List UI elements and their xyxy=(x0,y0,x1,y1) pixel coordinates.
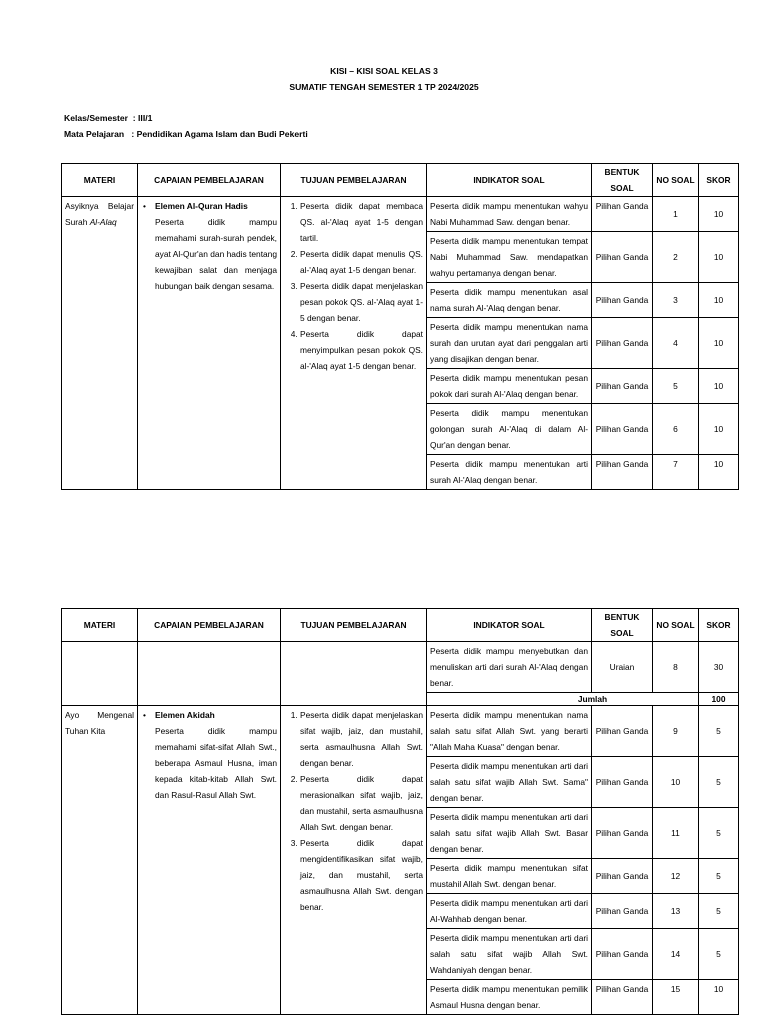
indikator-cell: Peserta didik mampu menentukan pemilik Asmaul Husna dengan benar. xyxy=(427,980,592,1015)
indikator-cell: Peserta didik mampu menentukan arti dari salah satu sifat wajib Allah Swt. Sama" dengan benar. xyxy=(427,757,592,808)
skor-cell: 10 xyxy=(699,232,739,283)
bentuk-cell: Pilihan Ganda xyxy=(592,929,653,980)
materi-italic: Al-Alaq xyxy=(89,217,117,227)
bentuk-cell: Pilihan Ganda xyxy=(592,808,653,859)
indikator-cell: Peserta didik mampu menentukan arti dari salah satu sifat wajib Allah Swt. Wahdaniyah dengan benar. xyxy=(427,929,592,980)
bentuk-cell: Pilihan Ganda xyxy=(592,318,653,369)
bentuk-cell: Pilihan Ganda xyxy=(592,283,653,318)
indikator-cell: Peserta didik mampu menentukan nama surah dan urutan ayat dari penggalan arti yang disajikan dengan benar. xyxy=(427,318,592,369)
jumlah-label: Jumlah xyxy=(427,693,699,706)
doc-title-line2: SUMATIF TENGAH SEMESTER 1 TP 2024/2025 xyxy=(289,82,479,92)
indikator-cell: Peserta didik mampu menentukan sifat mustahil Allah Swt. dengan benar. xyxy=(427,859,592,894)
no-soal-cell: 9 xyxy=(653,706,699,757)
no-soal-cell: 8 xyxy=(653,642,699,693)
col-header-materi: MATERI xyxy=(62,164,138,197)
no-soal-cell: 2 xyxy=(653,232,699,283)
skor-cell: 10 xyxy=(699,197,739,232)
indikator-cell: Peserta didik mampu menentukan arti dari salah satu sifat wajib Allah Swt. Basar dengan benar. xyxy=(427,808,592,859)
skor-cell: 30 xyxy=(699,642,739,693)
tujuan-item: 1. Peserta didik dapat membaca QS. al-'Alaq ayat 1-5 dengan tartil. xyxy=(300,198,423,246)
capaian-text: Peserta didik mampu memahami surah-surah pendek, ayat Al-Qur'an dan hadis tentang kewajiban salat dan menjaga hubungan baik dengan sesama. xyxy=(155,217,277,291)
bentuk-cell: Pilihan Ganda xyxy=(592,757,653,808)
no-soal-cell: 10 xyxy=(653,757,699,808)
bentuk-cell: Pilihan Ganda xyxy=(592,369,653,404)
kelas-semester-label: Kelas/Semester : III/1 xyxy=(64,113,153,123)
no-soal-cell: 6 xyxy=(653,404,699,455)
no-soal-cell: 3 xyxy=(653,283,699,318)
table-row xyxy=(62,706,739,757)
col-header-materi: MATERI xyxy=(62,609,138,642)
bentuk-cell: Pilihan Ganda xyxy=(592,706,653,757)
capaian-cell-empty xyxy=(138,642,281,706)
col-header-capaian: CAPAIAN PEMBELAJARAN xyxy=(138,609,281,642)
bentuk-cell: Pilihan Ganda xyxy=(592,197,653,232)
bentuk-cell: Pilihan Ganda xyxy=(592,455,653,490)
tujuan-item: 2. Peserta didik dapat merasionalkan sifat wajib, jaiz, dan mustahil, serta asmaulhusna Allah Swt. dengan benar. xyxy=(300,771,423,835)
no-soal-cell: 1 xyxy=(653,197,699,232)
tujuan-cell xyxy=(281,706,427,1015)
skor-cell: 10 xyxy=(699,369,739,404)
tujuan-item: 2. Peserta didik dapat menulis QS. al-'Alaq ayat 1-5 dengan benar. xyxy=(300,246,423,278)
col-header-capaian: CAPAIAN PEMBELAJARAN xyxy=(138,164,281,197)
col-header-bentuk: BENTUK SOAL xyxy=(592,609,653,642)
table-header-row xyxy=(62,164,739,197)
col-header-skor: SKOR xyxy=(699,164,739,197)
bentuk-cell: Pilihan Ganda xyxy=(592,404,653,455)
skor-cell: 5 xyxy=(699,929,739,980)
col-header-tujuan: TUJUAN PEMBELAJARAN xyxy=(281,164,427,197)
skor-cell: 5 xyxy=(699,757,739,808)
indikator-cell: Peserta didik mampu menyebutkan dan menuliskan arti dari surah Al-'Alaq dengan benar. xyxy=(427,642,592,693)
tujuan-item: 4. Peserta didik dapat menyimpulkan pesan pokok QS. al-'Alaq ayat 1-5 dengan benar. xyxy=(300,326,423,374)
col-header-no: NO SOAL xyxy=(653,164,699,197)
tujuan-item: 1. Peserta didik dapat menjelaskan sifat wajib, jaiz, dan mustahil, serta asmaulhusna Allah Swt. dengan benar. xyxy=(300,707,423,771)
tujuan-item: 3. Peserta didik dapat mengidentifikasikan sifat wajib, jaiz, dan mustahil, serta asmaulhusna Allah Swt. dengan benar. xyxy=(300,835,423,915)
table-header-row xyxy=(62,609,739,642)
skor-cell: 10 xyxy=(699,318,739,369)
table-row xyxy=(62,197,739,232)
no-soal-cell: 7 xyxy=(653,455,699,490)
skor-cell: 10 xyxy=(699,980,739,1015)
indikator-cell: Peserta didik mampu menentukan arti dari Al-Wahhab dengan benar. xyxy=(427,894,592,929)
tujuan-cell xyxy=(281,197,427,490)
col-header-no: NO SOAL xyxy=(653,609,699,642)
materi-cell-empty xyxy=(62,642,138,706)
col-header-indikator: INDIKATOR SOAL xyxy=(427,164,592,197)
bentuk-cell: Pilihan Ganda xyxy=(592,232,653,283)
bentuk-cell: Pilihan Ganda xyxy=(592,894,653,929)
capaian-title: Elemen Al-Quran Hadis xyxy=(155,201,248,211)
skor-cell: 10 xyxy=(699,455,739,490)
col-header-indikator: INDIKATOR SOAL xyxy=(427,609,592,642)
capaian-cell xyxy=(138,197,281,490)
bentuk-cell: Pilihan Ganda xyxy=(592,980,653,1015)
tujuan-item: 3. Peserta didik dapat menjelaskan pesan pokok QS. al-'Alaq ayat 1-5 dengan benar. xyxy=(300,278,423,326)
col-header-skor: SKOR xyxy=(699,609,739,642)
no-soal-cell: 15 xyxy=(653,980,699,1015)
indikator-cell: Peserta didik mampu menentukan pesan pokok dari surah Al-'Alaq dengan benar. xyxy=(427,369,592,404)
no-soal-cell: 4 xyxy=(653,318,699,369)
no-soal-cell: 12 xyxy=(653,859,699,894)
jumlah-value: 100 xyxy=(699,693,739,706)
skor-cell: 10 xyxy=(699,283,739,318)
capaian-text: Peserta didik mampu memahami sifat-sifat Allah Swt., beberapa Asmaul Husna, iman kepada kitab-kitab Allah Swt. dan Rasul-Rasul Allah Swt. xyxy=(155,726,277,800)
skor-cell: 5 xyxy=(699,706,739,757)
kisi-table-2 xyxy=(61,608,739,1015)
col-header-tujuan: TUJUAN PEMBELAJARAN xyxy=(281,609,427,642)
kisi-table-1 xyxy=(61,163,739,490)
indikator-cell: Peserta didik mampu menentukan arti surah Al-'Alaq dengan benar. xyxy=(427,455,592,490)
no-soal-cell: 11 xyxy=(653,808,699,859)
indikator-cell: Peserta didik mampu menentukan golongan surah Al-'Alaq di dalam Al-Qur'an dengan benar. xyxy=(427,404,592,455)
no-soal-cell: 5 xyxy=(653,369,699,404)
no-soal-cell: 13 xyxy=(653,894,699,929)
skor-cell: 10 xyxy=(699,404,739,455)
skor-cell: 5 xyxy=(699,894,739,929)
table-row xyxy=(62,642,739,693)
bentuk-cell: Pilihan Ganda xyxy=(592,859,653,894)
capaian-title: Elemen Akidah xyxy=(155,710,215,720)
capaian-cell xyxy=(138,706,281,1015)
doc-title-line1: KISI – KISI SOAL KELAS 3 xyxy=(330,66,438,76)
skor-cell: 5 xyxy=(699,859,739,894)
indikator-cell: Peserta didik mampu menentukan asal nama surah Al-'Alaq dengan benar. xyxy=(427,283,592,318)
indikator-cell: Peserta didik mampu menentukan nama salah satu sifat Allah Swt. yang berarti "Allah Maha Kuasa" dengan benar. xyxy=(427,706,592,757)
indikator-cell: Peserta didik mampu menentukan tempat Nabi Muhammad Saw. mendapatkan wahyu pertamanya dengan benar. xyxy=(427,232,592,283)
bentuk-cell: Uraian xyxy=(592,642,653,693)
indikator-cell: Peserta didik mampu menentukan wahyu Nabi Muhammad Saw. dengan benar. xyxy=(427,197,592,232)
tujuan-cell-empty xyxy=(281,642,427,706)
mata-pelajaran-label: Mata Pelajaran : Pendidikan Agama Islam dan Budi Pekerti xyxy=(64,129,308,139)
materi-cell: Asyiknya Belajar Surah Al-Alaq xyxy=(62,197,138,490)
no-soal-cell: 14 xyxy=(653,929,699,980)
col-header-bentuk: BENTUK SOAL xyxy=(592,164,653,197)
materi-cell: Ayo Mengenal Tuhan Kita xyxy=(62,706,138,1015)
skor-cell: 5 xyxy=(699,808,739,859)
